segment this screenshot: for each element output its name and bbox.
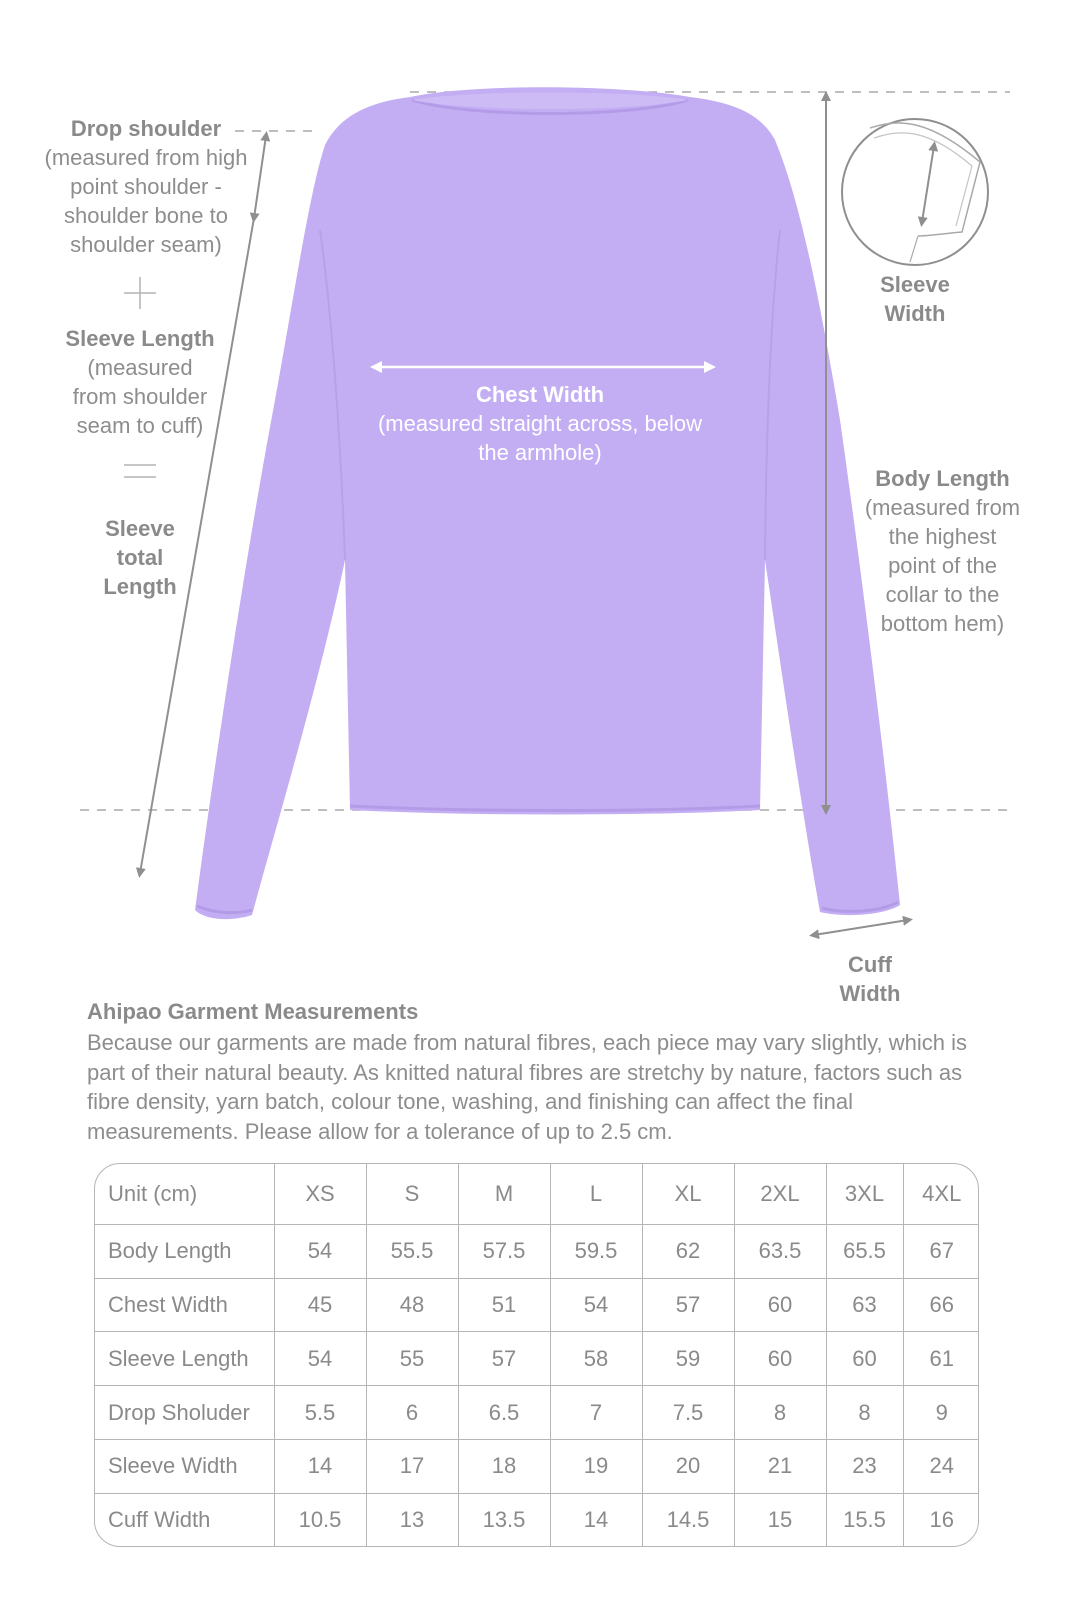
table-cell: 60 [734,1332,826,1386]
table-cell: 5.5 [274,1386,366,1440]
body-length-line: (measured from [864,495,1021,520]
table-cell: 60 [734,1278,826,1332]
table-cell: 8 [826,1386,903,1440]
table-cell: 54 [274,1332,366,1386]
table-cell: 55.5 [366,1225,458,1279]
measurements-title: Ahipao Garment Measurements [87,999,419,1024]
table-header-row [95,1164,979,1225]
table-cell: 13 [366,1493,458,1546]
table-cell: 14.5 [642,1493,734,1546]
sleeve-total-line: Length [103,574,177,599]
table-cell: 45 [274,1278,366,1332]
table-cell: 63.5 [734,1225,826,1279]
table-cell: 8 [734,1386,826,1440]
table-cell: 17 [366,1439,458,1493]
table-row [95,1493,979,1546]
table-cell: 54 [550,1278,642,1332]
drop-shoulder-line: (measured from high [44,145,248,170]
header-cell: 4XL [903,1164,979,1225]
drop-shoulder-title: Drop shoulder [70,116,222,141]
body-length-line: bottom hem) [880,611,1005,636]
measurements-description: Because our garments are made from natural fibres, each piece may vary slightly, which is part of their natural beauty. As knitted natural fibres are stretchy by nature, factors such as fibre density, yarn batch, colour tone, washing, and finishing can affect the final measurements. Please allow for a tolerance of up to 2.5 cm. [87,1030,967,1144]
table-cell: 9 [903,1386,979,1440]
header-cell: Unit (cm) [95,1164,274,1225]
drop-shoulder-label [30,114,262,259]
cuff-width-arrow [814,920,908,935]
table-cell: 57 [642,1278,734,1332]
table-cell: 18 [458,1439,550,1493]
table-cell: 51 [458,1278,550,1332]
sleeve-width-detail [842,119,988,265]
table-cell: 15 [734,1493,826,1546]
table-cell: 6.5 [458,1386,550,1440]
sleeve-width-line: Width [884,301,946,326]
drop-shoulder-line: shoulder seam) [70,232,222,257]
sleeve-total-line: total [116,545,164,570]
table-cell: 23 [826,1439,903,1493]
table-cell: 20 [642,1439,734,1493]
sleeve-length-line: seam to cuff) [76,413,204,438]
table-cell: 59 [642,1332,734,1386]
body-length-label [855,464,1030,638]
table-cell: 60 [826,1332,903,1386]
header-cell: XS [274,1164,366,1225]
table-cell: 10.5 [274,1493,366,1546]
sleeve-width-line: Sleeve [880,272,950,297]
sleeve-length-label [40,324,240,440]
size-table [94,1163,979,1547]
row-label: Chest Width [95,1278,274,1332]
cuff-width-label [815,950,925,1008]
table-cell: 65.5 [826,1225,903,1279]
sleeve-total-length-label [60,514,220,601]
body-length-line: collar to the [885,582,1000,607]
row-label: Sleeve Length [95,1332,274,1386]
body-length-title: Body Length [875,466,1010,491]
table-cell: 66 [903,1278,979,1332]
table-row [95,1278,979,1332]
sleeve-length-line: from shoulder [72,384,208,409]
row-label: Sleeve Width [95,1439,274,1493]
table-cell: 59.5 [550,1225,642,1279]
table-cell: 67 [903,1225,979,1279]
table-cell: 57.5 [458,1225,550,1279]
table-cell: 62 [642,1225,734,1279]
sleeve-width-label [855,270,975,328]
sleeve-length-title: Sleeve Length [65,326,215,351]
table-cell: 48 [366,1278,458,1332]
table-cell: 24 [903,1439,979,1493]
sweater-image [195,87,900,919]
cuff-width-line: Width [839,981,901,1006]
table-cell: 14 [550,1493,642,1546]
table-cell: 21 [734,1439,826,1493]
header-cell: 3XL [826,1164,903,1225]
table-cell: 55 [366,1332,458,1386]
table-cell: 16 [903,1493,979,1546]
header-cell: L [550,1164,642,1225]
header-cell: 2XL [734,1164,826,1225]
table-cell: 13.5 [458,1493,550,1546]
table-cell: 63 [826,1278,903,1332]
table-row [95,1225,979,1279]
header-cell: S [366,1164,458,1225]
cuff-width-line: Cuff [848,952,892,977]
chest-width-label [350,380,730,467]
drop-shoulder-line: point shoulder - [70,174,222,199]
table-cell: 7 [550,1386,642,1440]
row-label: Body Length [95,1225,274,1279]
table-cell: 54 [274,1225,366,1279]
chest-width-line: (measured straight across, below [377,411,703,436]
table-row [95,1439,979,1493]
table-cell: 6 [366,1386,458,1440]
drop-shoulder-line: shoulder bone to [64,203,228,228]
table-cell: 15.5 [826,1493,903,1546]
row-label: Drop Sholuder [95,1386,274,1440]
table-cell: 14 [274,1439,366,1493]
table-cell: 57 [458,1332,550,1386]
row-label: Cuff Width [95,1493,274,1546]
table-cell: 19 [550,1439,642,1493]
table-cell: 61 [903,1332,979,1386]
size-table-grid [95,1164,979,1546]
table-row [95,1332,979,1386]
body-length-line: point of the [888,553,997,578]
header-cell: M [458,1164,550,1225]
header-cell: XL [642,1164,734,1225]
table-row [95,1386,979,1440]
body-length-line: the highest [888,524,997,549]
chest-width-title: Chest Width [475,382,605,407]
chest-width-line: the armhole) [478,440,602,465]
sleeve-length-line: (measured [87,355,193,380]
table-cell: 58 [550,1332,642,1386]
table-cell: 7.5 [642,1386,734,1440]
sleeve-total-line: Sleeve [105,516,175,541]
